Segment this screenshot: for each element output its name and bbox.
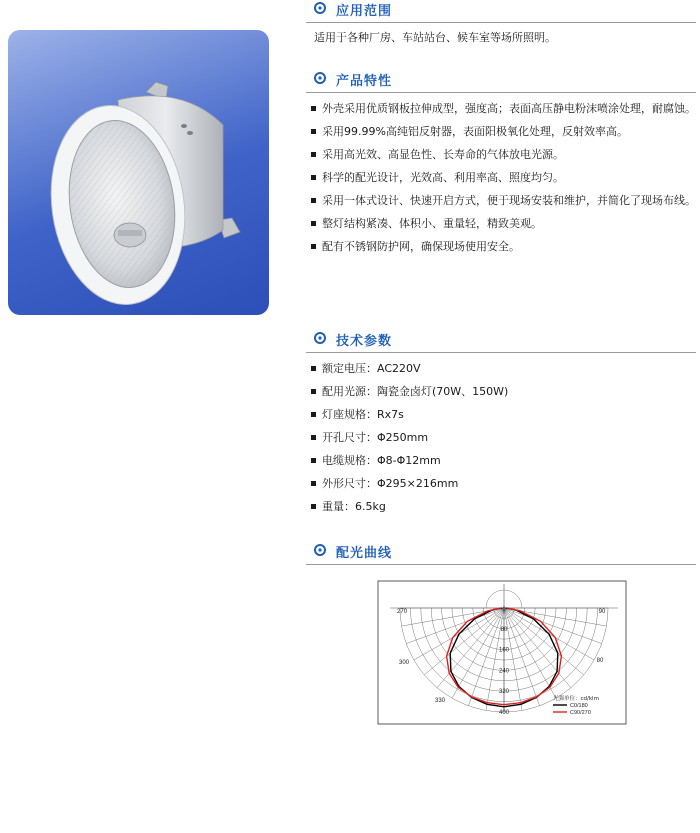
- section-specs: [306, 330, 696, 518]
- section-header: [306, 0, 696, 23]
- angle-tick-label: 0: [502, 607, 506, 613]
- square-bullet-icon: [311, 106, 316, 111]
- product-photo: [8, 30, 269, 315]
- radial-tick-label: 160: [498, 647, 510, 654]
- section-header: [306, 542, 696, 565]
- application-text: 适用于各种厂房、车站站台、候车室等场所照明。: [314, 31, 556, 44]
- circle-bullet-icon: [314, 544, 326, 556]
- list-item: 配有不锈钢防护网，确保现场使用安全。: [306, 235, 696, 258]
- section-features: [306, 70, 696, 258]
- radial-tick-label: 80: [500, 626, 508, 633]
- polar-chart-svg: [377, 580, 627, 725]
- list-item: 开孔尺寸：Φ250mm: [306, 426, 696, 449]
- square-bullet-icon: [311, 458, 316, 463]
- square-bullet-icon: [311, 366, 316, 371]
- section-title: 应用范围: [336, 4, 393, 19]
- square-bullet-icon: [311, 435, 316, 440]
- square-bullet-icon: [311, 481, 316, 486]
- legend-label: C90/270: [570, 710, 591, 716]
- square-bullet-icon: [311, 152, 316, 157]
- list-item: 科学的配光设计，光效高、利用率高、照度均匀。: [306, 166, 696, 189]
- section-header: [306, 330, 696, 353]
- section-header: [306, 70, 696, 93]
- angle-tick-label: 330: [434, 698, 446, 704]
- section-title: 技术参数: [336, 334, 393, 349]
- list-item: 外形尺寸：Φ295×216mm: [306, 472, 696, 495]
- section-title: 产品特性: [336, 74, 393, 89]
- polar-chart: [377, 580, 627, 725]
- features-list: [306, 97, 696, 258]
- radial-tick-label: 240: [498, 668, 510, 675]
- angle-tick-label: 270: [396, 609, 408, 615]
- square-bullet-icon: [311, 175, 316, 180]
- list-item: 采用一体式设计、快速开启方式，便于现场安装和维护，并简化了现场布线。: [306, 189, 696, 212]
- angle-tick-label: 90: [598, 609, 606, 615]
- list-item: 外壳采用优质钢板拉伸成型，强度高；表面高压静电粉沫喷涂处理，耐腐蚀。: [306, 97, 696, 120]
- square-bullet-icon: [311, 198, 316, 203]
- list-item: 电缆规格：Φ8-Φ12mm: [306, 449, 696, 472]
- radial-tick-label: 320: [498, 689, 510, 696]
- section-title: 配光曲线: [336, 546, 393, 561]
- circle-bullet-icon: [314, 72, 326, 84]
- list-item: 配用光源：陶瓷金卤灯(70W、150W): [306, 380, 696, 403]
- angle-tick-label: 80: [596, 658, 604, 664]
- angle-tick-label: 300: [398, 660, 410, 666]
- list-item: 整灯结构紧凑、体积小、重量轻，精致美观。: [306, 212, 696, 235]
- list-item: 重量：6.5kg: [306, 495, 696, 518]
- section-distribution: [306, 542, 696, 565]
- square-bullet-icon: [311, 389, 316, 394]
- circle-bullet-icon: [314, 332, 326, 344]
- legend-label: C0/180: [570, 703, 588, 709]
- list-item: 额定电压：AC220V: [306, 357, 696, 380]
- list-item: 采用99.99%高纯铝反射器，表面阳极氧化处理，反射效率高。: [306, 120, 696, 143]
- circle-bullet-icon: [314, 2, 326, 14]
- specs-list: [306, 357, 696, 518]
- radial-tick-label: 400: [498, 710, 510, 716]
- square-bullet-icon: [311, 412, 316, 417]
- legend-title: 光强单位：cd/klm: [553, 696, 599, 702]
- square-bullet-icon: [311, 504, 316, 509]
- square-bullet-icon: [311, 129, 316, 134]
- list-item: 灯座规格：Rx7s: [306, 403, 696, 426]
- square-bullet-icon: [311, 221, 316, 226]
- list-item: 采用高光效、高显色性、长寿命的气体放电光源。: [306, 143, 696, 166]
- section-application: [306, 0, 696, 47]
- downlight-image: [8, 30, 269, 315]
- square-bullet-icon: [311, 244, 316, 249]
